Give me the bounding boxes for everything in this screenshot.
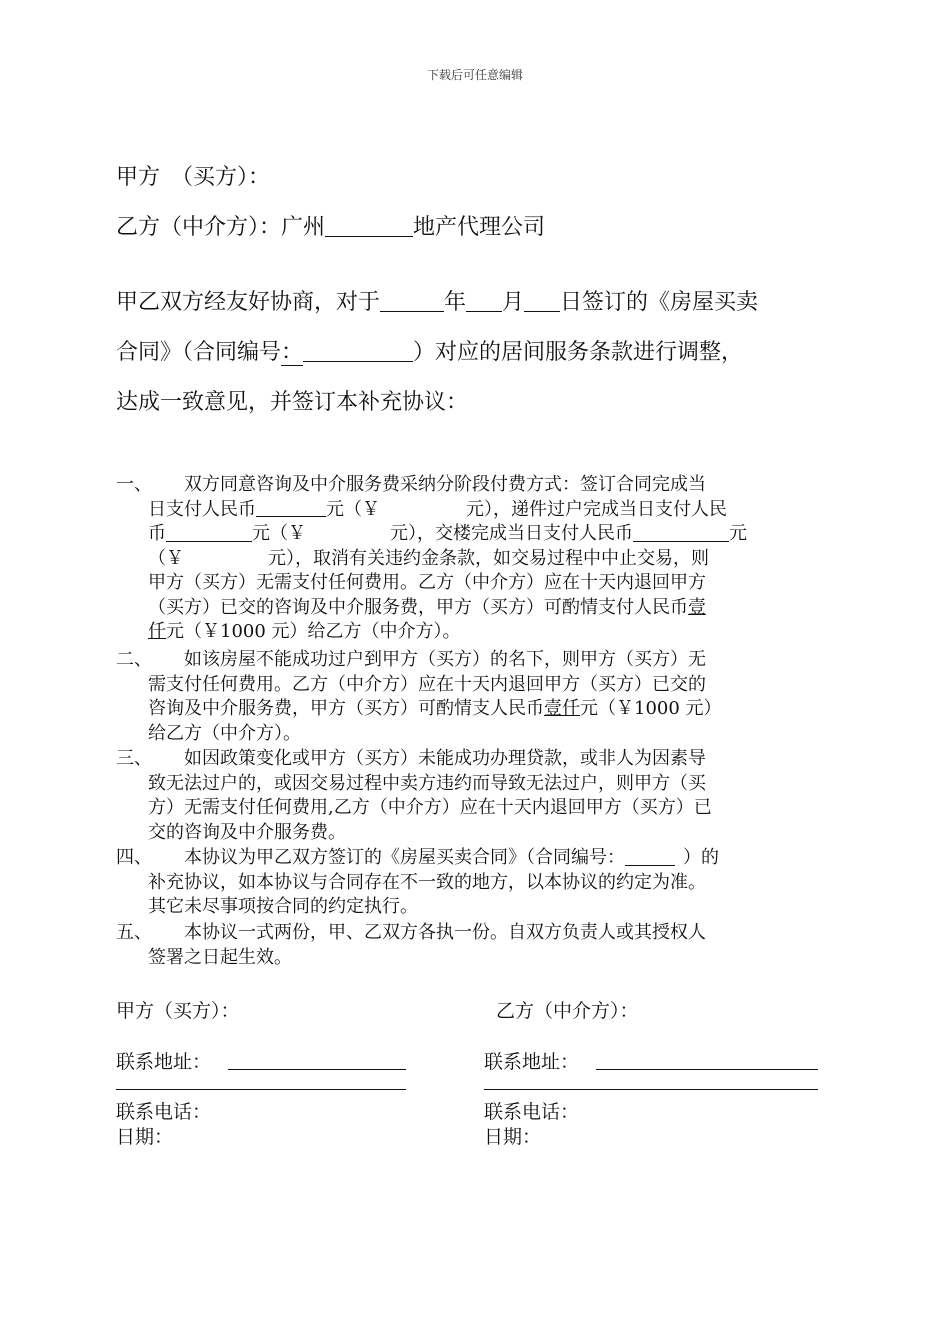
clause-text: 元 <box>729 523 747 544</box>
clause-text: （买方）已交的咨询及中介服务费，甲方（买方）可酌情支付人民币 <box>148 596 688 618</box>
month-label: 月 <box>502 290 525 315</box>
clause-number: 四、 <box>116 847 152 868</box>
amount-words: 壹仟 <box>544 698 580 719</box>
clause-text: 元（￥ <box>326 498 380 520</box>
intro-text: ）对应的居间服务条款进行调整， <box>413 340 744 365</box>
clause-text: 元），取消有关违约金条款，如交易过程中中止交易，则 <box>268 547 709 569</box>
header-note: 下载后可任意编辑 <box>426 68 523 82</box>
month-blank <box>466 289 502 312</box>
clause-text: 元），交楼完成当日支付人民币 <box>390 523 633 544</box>
clause-text: （￥ <box>148 547 184 569</box>
clause-line: 其它未尽事项按合同的约定执行。 <box>148 896 418 917</box>
clause-line: 给乙方（中介方）。 <box>148 722 301 744</box>
clause-line <box>148 596 706 621</box>
sig-b-address: 联系地址： <box>484 1051 580 1073</box>
clause-text: 元（￥1000 元） <box>580 698 722 719</box>
year-label: 年 <box>444 290 467 315</box>
party-b-suffix: 地产代理公司 <box>413 215 546 240</box>
sig-party-b: 乙方（中介方）： <box>496 1000 639 1022</box>
clause-line: 双方同意咨询及中介服务费采纳分阶段付费方式：签订合同完成当 <box>184 474 706 495</box>
clause-line: 致无法过户的，或因交易过程中卖方违约而导致无法过户，则甲方（买 <box>148 772 706 794</box>
party-b-prefix: 乙方（中介方）：广州 <box>116 215 326 240</box>
contract-number-blank <box>303 339 413 362</box>
intro-line-3: 达成一致意见，并签订本补充协议： <box>116 390 469 415</box>
contract-number-colon: ： <box>281 340 304 365</box>
sig-a-address-line <box>228 1069 406 1070</box>
amount-blank <box>633 523 729 542</box>
clause-text: 本协议为甲乙双方签订的《房屋买卖合同》（合同编号： <box>184 847 625 868</box>
amount-words: 仟 <box>148 621 166 642</box>
clause-line <box>148 522 747 547</box>
party-b-heading <box>116 210 545 241</box>
clause-text: 咨询及中介服务费，甲方（买方）可酌情支人民币 <box>148 698 544 719</box>
clause-line <box>148 547 709 572</box>
contract-number-blank <box>625 847 675 866</box>
sig-b-address-line <box>596 1069 818 1070</box>
clause-number: 一、 <box>116 474 152 495</box>
clause-line <box>148 498 727 523</box>
clause-text: 币 <box>148 523 166 544</box>
clause-line: 如因政策变化或甲方（买方）未能成功办理贷款，或非人为因素导 <box>184 748 706 769</box>
amount-blank <box>256 498 326 517</box>
clause-line: 需支付任何费用。乙方（中介方）应在十天内退回甲方（买方）已交的 <box>148 673 706 695</box>
clause-text: 元（￥ <box>252 523 306 544</box>
sig-party-a: 甲方（买方）： <box>116 1000 240 1022</box>
clause-text: ）的 <box>683 847 719 868</box>
clause-text: 元（￥1000 元）给乙方（中介方）。 <box>166 621 461 642</box>
company-name-blank <box>325 214 413 237</box>
sig-b-phone: 联系电话： <box>484 1101 580 1123</box>
sig-a-date: 日期： <box>116 1126 174 1148</box>
clause-line: 方）无需支付任何费用,乙方（中介方）应在十天内退回甲方（买方）已 <box>148 797 712 818</box>
clause-line <box>184 846 719 871</box>
intro-line-1 <box>116 285 758 316</box>
clause-line: 交的咨询及中介服务费。 <box>148 821 346 843</box>
clause-line: 如该房屋不能成功过户到甲方（买方）的名下，则甲方（买方）无 <box>184 649 706 670</box>
clause-number: 三、 <box>116 748 152 769</box>
sig-a-address: 联系地址： <box>116 1051 212 1073</box>
clause-number: 二、 <box>116 649 152 670</box>
clause-line: 本协议一式两份，甲、乙双方各执一份。自双方负责人或其授权人 <box>184 922 706 943</box>
intro-text: 甲乙双方经友好协商，对于 <box>116 290 381 315</box>
intro-line-2 <box>116 335 743 366</box>
sig-a-phone: 联系电话： <box>116 1101 212 1123</box>
clause-number: 五、 <box>116 922 152 943</box>
clause-line: 签署之日起生效。 <box>148 946 292 968</box>
intro-text: 日签订的《房屋买卖 <box>560 290 759 315</box>
amount-words: 壹 <box>688 596 706 618</box>
sig-a-address-line-2 <box>116 1089 406 1090</box>
clause-line: 甲方（买方）无需支付任何费用。乙方（中介方）应在十天内退回甲方 <box>148 572 706 593</box>
year-blank <box>380 289 444 312</box>
clause-text: 元），递件过户完成当日支付人民 <box>466 498 727 520</box>
clause-line <box>148 620 461 645</box>
sig-b-date: 日期： <box>484 1126 542 1148</box>
day-blank <box>524 289 560 312</box>
sig-b-address-line-2 <box>484 1089 818 1090</box>
clause-text: 日支付人民币 <box>148 498 256 520</box>
amount-blank <box>166 523 252 542</box>
party-a-heading: 甲方 （买方）： <box>116 165 271 190</box>
intro-text: 合同》（合同编号 <box>116 340 282 365</box>
clause-line: 补充协议，如本协议与合同存在不一致的地方，以本协议的约定为准。 <box>148 871 706 893</box>
clause-line <box>148 697 722 722</box>
